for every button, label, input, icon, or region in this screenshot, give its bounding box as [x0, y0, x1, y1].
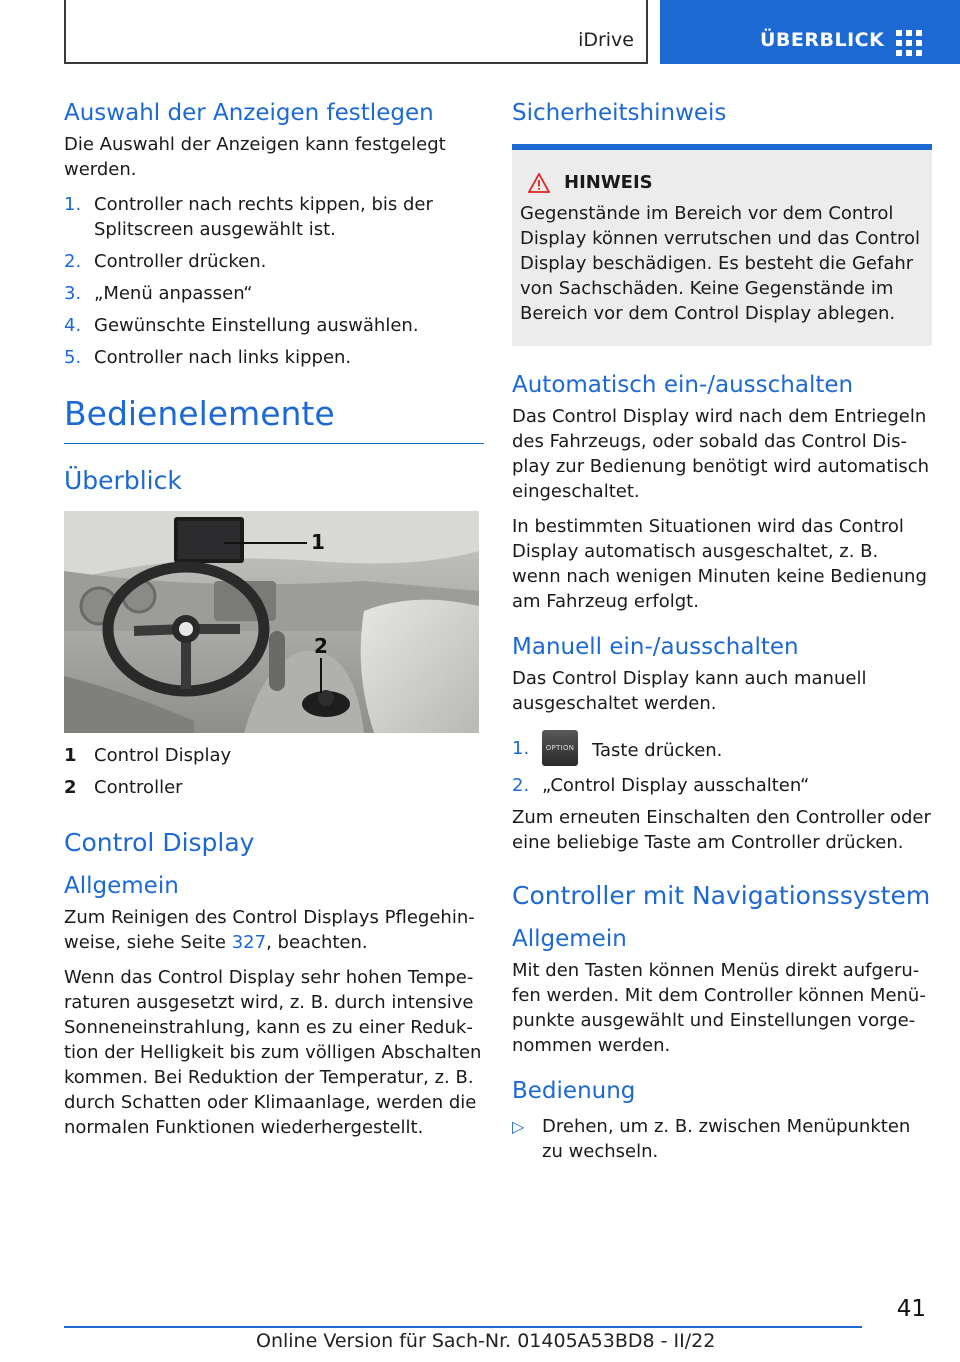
footer-divider — [64, 1326, 862, 1328]
control-display-paragraph-2: Wenn das Control Display sehr hohen Temperaturen ausgesetzt wird, z. B. durch intensive Sonneneinstrahlung, kann es zu einer Reduktion der Helligkeit bis zum völligen Abschalten kommen. Bei Reduktion der Temperatur, z. B. durch Schatten oder Klimaanlage, werden die normalen Funktionen wiederhergestellt. — [64, 967, 482, 1138]
heading-controller-navi: Controller mit Navigationssystem — [512, 881, 931, 910]
safety-note — [512, 144, 932, 346]
note-text: Gegenstände im Bereich vor dem Control Display können verrutschen und das Control Display beschädigen. Es besteht die Gefahr von Sachschäden. Keine Gegenstände im Bereich vor dem Control Display ablegen. — [520, 203, 921, 324]
manuell-steps — [512, 736, 932, 798]
note-header — [520, 172, 924, 193]
list-item: ▷ Drehen, um z. B. zwischen Menüpunkten zu wechseln. — [512, 1116, 911, 1162]
navi-paragraph-1: Mit den Tasten können Menüs direkt aufgerufen werden. Mit dem Controller können Menüpunkte ausgewählt und Einstellungen vorgenommen werden. — [512, 960, 926, 1056]
note-label: HINWEIS — [564, 172, 653, 193]
bedienung-list — [512, 1114, 932, 1164]
control-display-paragraph-1: Zum Reinigen des Control Displays Pflegehinweise, siehe Seite 327, beachten. — [64, 907, 475, 953]
legend-item: 1 Control Display — [64, 745, 232, 766]
heading-bedienelemente: Bedienelemente — [64, 394, 484, 444]
right-column — [512, 100, 932, 1164]
heading-manuell: Manuell ein-/ausschalten — [512, 634, 799, 660]
heading-allgemein-navi: Allgemein — [512, 926, 627, 952]
option-button-icon: OPTION — [542, 730, 578, 766]
footer-text: Online Version für Sach-Nr. 01405A53BD8 - II/22 — [256, 1330, 716, 1352]
manuell-paragraph-1: Das Control Display kann auch manuell ausgeschaltet werden. — [512, 668, 867, 714]
list-item: 4. Gewünschte Einstellung auswählen. — [64, 315, 419, 336]
list-item: 2. Controller drücken. — [64, 251, 267, 272]
legend-item: 2 Controller — [64, 777, 183, 798]
auto-paragraph-2: In bestimmten Situationen wird das Control Display automatisch ausgeschaltet, z. B. wenn nach wenigen Minuten keine Bedienung am Fahrzeug erfolgt. — [512, 516, 927, 612]
grid-icon — [896, 30, 922, 52]
manuell-paragraph-2: Zum erneuten Einschalten den Controller oder eine beliebige Taste am Controller drücken. — [512, 807, 931, 853]
warning-icon — [528, 173, 550, 193]
auswahl-intro: Die Auswahl der Anzeigen kann festgelegt werden. — [64, 134, 446, 180]
list-item: 1. OPTION Taste drücken. — [512, 736, 932, 766]
list-item: 1. Controller nach rechts kippen, bis der Splitscreen ausgewählt ist. — [64, 194, 433, 240]
list-item: 3. „Menü anpassen“ — [64, 283, 253, 304]
heading-bedienung: Bedienung — [512, 1078, 636, 1104]
auto-paragraph-1: Das Control Display wird nach dem Entriegeln des Fahrzeugs, oder sobald das Control Display zur Bedienung benötigt wird automatisch eingeschaltet. — [512, 406, 930, 502]
callout-2: 2 — [314, 634, 328, 658]
photo-legend — [64, 743, 484, 800]
left-column — [64, 100, 484, 1140]
header-section-box — [64, 0, 648, 64]
list-item: 2. „Control Display ausschalten“ — [512, 775, 810, 796]
heading-sicherheitshinweis: Sicherheitshinweis — [512, 100, 727, 126]
cockpit-illustration — [64, 511, 479, 733]
auswahl-steps — [64, 192, 484, 370]
bullet-triangle-icon: ▷ — [512, 1117, 525, 1136]
list-item: 5. Controller nach links kippen. — [64, 347, 352, 368]
page-link-327[interactable]: 327 — [231, 932, 267, 953]
header-section-title: iDrive — [578, 29, 634, 51]
callout-1: 1 — [311, 530, 325, 554]
heading-control-display: Control Display — [64, 828, 255, 857]
heading-automatisch: Automatisch ein-/ausschalten — [512, 372, 854, 398]
heading-auswahl: Auswahl der Anzeigen festlegen — [64, 100, 434, 126]
cockpit-photo — [64, 511, 479, 733]
header-chapter-label: ÜBERBLICK — [760, 29, 885, 51]
heading-allgemein: Allgemein — [64, 873, 179, 899]
page-number: 41 — [896, 1296, 926, 1322]
heading-ueberblick: Überblick — [64, 466, 182, 495]
header-chapter-tab[interactable] — [660, 0, 960, 64]
